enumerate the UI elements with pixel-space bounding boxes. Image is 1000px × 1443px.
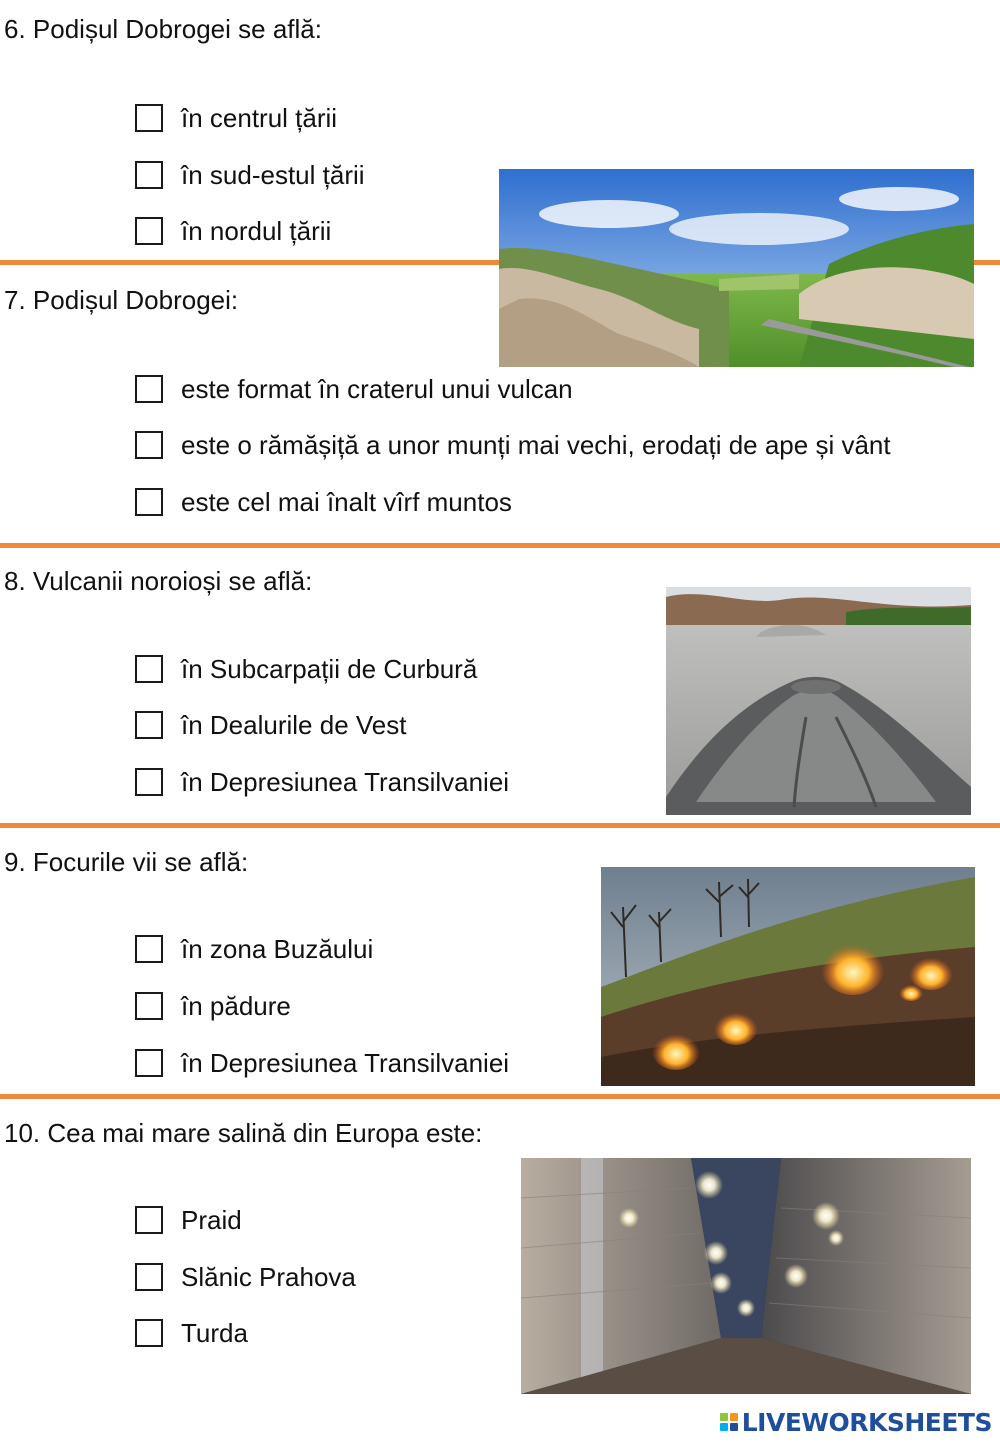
question-9-title: 9. Focurile vii se află:: [4, 847, 249, 877]
option-label: în Dealurile de Vest: [181, 710, 407, 740]
question-10-title: 10. Cea mai mare salină din Europa este:: [4, 1118, 483, 1148]
q10-option-1[interactable]: [135, 1203, 242, 1237]
option-label: în pădure: [181, 991, 291, 1021]
q6-option-1[interactable]: [135, 101, 337, 135]
option-label: este cel mai înalt vîrf muntos: [181, 487, 512, 517]
option-label: Slănic Prahova: [181, 1262, 356, 1292]
option-label: în Depresiunea Transilvaniei: [181, 767, 510, 797]
section-divider: [0, 823, 1000, 828]
section-divider: [0, 1094, 1000, 1099]
q8-option-2[interactable]: [135, 708, 406, 742]
option-label: în nordul țării: [181, 216, 332, 246]
option-label: în Subcarpații de Curbură: [181, 654, 478, 684]
checkbox[interactable]: [135, 375, 163, 403]
q10-option-2[interactable]: [135, 1260, 356, 1294]
checkbox[interactable]: [135, 655, 163, 683]
q6-option-3[interactable]: [135, 214, 331, 248]
liveworksheets-logo: [720, 1407, 992, 1437]
checkbox[interactable]: [135, 935, 163, 963]
question-6-title: 6. Podișul Dobrogei se află:: [4, 14, 322, 44]
checkbox[interactable]: [135, 161, 163, 189]
checkbox[interactable]: [135, 431, 163, 459]
checkbox[interactable]: [135, 768, 163, 796]
option-label: în zona Buzăului: [181, 934, 374, 964]
checkbox[interactable]: [135, 217, 163, 245]
living-fires-photo: [601, 867, 975, 1086]
section-divider: [0, 543, 1000, 548]
option-label: în Depresiunea Transilvaniei: [181, 1048, 510, 1078]
checkbox[interactable]: [135, 104, 163, 132]
q9-option-2[interactable]: [135, 989, 291, 1023]
option-label: Turda: [181, 1318, 248, 1348]
option-label: este format în craterul unui vulcan: [181, 374, 573, 404]
option-label: este o rămășiță a unor munți mai vechi, erodați de ape și vânt: [181, 430, 891, 460]
checkbox[interactable]: [135, 711, 163, 739]
q7-option-2[interactable]: [135, 428, 891, 462]
q7-option-3[interactable]: [135, 485, 512, 519]
checkbox[interactable]: [135, 488, 163, 516]
q6-option-2[interactable]: [135, 158, 365, 192]
salt-mine-photo: [521, 1158, 971, 1394]
checkbox[interactable]: [135, 1206, 163, 1234]
q7-option-1[interactable]: [135, 372, 573, 406]
q8-option-1[interactable]: [135, 652, 477, 686]
checkbox[interactable]: [135, 1263, 163, 1291]
question-8-title: 8. Vulcanii noroioși se află:: [4, 566, 313, 596]
q9-option-1[interactable]: [135, 932, 373, 966]
question-7-title: 7. Podișul Dobrogei:: [4, 285, 239, 315]
q9-option-3[interactable]: [135, 1046, 509, 1080]
q10-option-3[interactable]: [135, 1316, 248, 1350]
checkbox[interactable]: [135, 992, 163, 1020]
option-label: Praid: [181, 1205, 242, 1235]
q8-option-3[interactable]: [135, 765, 509, 799]
option-label: în centrul țării: [181, 103, 338, 133]
option-label: în sud-estul țării: [181, 160, 365, 190]
checkbox[interactable]: [135, 1319, 163, 1347]
mud-volcano-photo: [666, 587, 971, 815]
dobrogea-landscape-photo: [499, 169, 974, 367]
checkbox[interactable]: [135, 1049, 163, 1077]
logo-text: LIVEWORKSHEETS: [741, 1407, 992, 1437]
logo-icon: [720, 1413, 738, 1431]
